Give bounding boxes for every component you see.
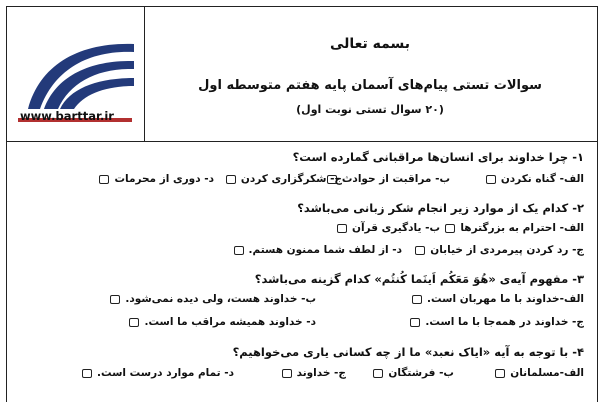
option-label: د- از لطف شما ممنون هستم.: [248, 244, 402, 256]
option-label: الف-مسلمانان: [510, 367, 584, 379]
exam-subtitle: (۲۰ سوال تستی نوبت اول): [296, 103, 444, 116]
checkbox[interactable]: [415, 246, 425, 255]
option-label: ج- رد کردن پیرمردی از خیابان: [430, 244, 584, 256]
checkbox[interactable]: [337, 224, 347, 233]
option-label: الف- احترام به بزرگترها: [460, 222, 584, 234]
checkbox[interactable]: [410, 318, 420, 327]
checkbox[interactable]: [412, 295, 422, 304]
option-label: ج- خداوند در همه‌جا با ما است.: [425, 316, 584, 328]
basmala-heading: بسمه تعالی: [329, 36, 411, 52]
checkbox[interactable]: [226, 175, 236, 184]
option-label: ج- خداوند: [296, 367, 346, 379]
option-label: الف- گناه نکردن: [500, 173, 584, 185]
checkbox[interactable]: [486, 175, 496, 184]
option-label: ب- فرشتگان: [388, 367, 454, 379]
q3-option-a[interactable]: [412, 293, 584, 305]
checkbox[interactable]: [99, 175, 109, 184]
question-2: ۲- کدام یک از موارد زیر انجام شکر زبانی می‌باشد؟: [297, 201, 584, 215]
q1-option-a[interactable]: [486, 173, 584, 185]
exam-title: سوالات تستی پیام‌های آسمان پایه هفتم متوسطه اول: [198, 78, 542, 93]
q3-option-c[interactable]: [410, 316, 584, 328]
option-label: ج- شکرگزاری کردن: [240, 173, 342, 185]
checkbox[interactable]: [82, 369, 92, 378]
barttar-logo: [10, 14, 142, 124]
q4-option-a[interactable]: [495, 367, 584, 379]
option-label: د- خداوند همیشه مراقب ما است.: [144, 316, 316, 328]
option-label: د- دوری از محرمات: [114, 173, 214, 185]
q1-option-d[interactable]: [99, 173, 214, 185]
header-divider-vertical: [144, 6, 145, 141]
question-4: ۴- با توجه به آیه «ایاک نعبد» ما از چه کسانی یاری می‌خواهیم؟: [232, 345, 584, 359]
checkbox[interactable]: [495, 369, 505, 378]
q4-option-b[interactable]: [373, 367, 454, 379]
checkbox[interactable]: [373, 369, 383, 378]
q3-option-b[interactable]: [110, 293, 316, 305]
option-label: ب- یادگیری قرآن: [351, 222, 440, 234]
checkbox[interactable]: [110, 295, 120, 304]
checkbox[interactable]: [129, 318, 139, 327]
q3-option-d[interactable]: [129, 316, 316, 328]
question-3: ۳- مفهوم آیه‌ی «هُوَ مَعَکُم اَینَما کُنتُم» کدام گزینه می‌باشد؟: [254, 272, 584, 286]
q2-option-b[interactable]: [337, 222, 440, 234]
option-label: ب- خداوند هست، ولی دیده نمی‌شود.: [125, 293, 316, 305]
option-label: الف-خداوند با ما مهربان است.: [427, 293, 584, 305]
q4-option-d[interactable]: [82, 367, 234, 379]
q2-option-c[interactable]: [415, 244, 584, 256]
logo-url: www.barttar.ir: [20, 109, 114, 123]
q1-option-c[interactable]: [226, 173, 342, 185]
q2-option-d[interactable]: [234, 244, 403, 256]
checkbox[interactable]: [282, 369, 292, 378]
option-label: د- تمام موارد درست است.: [96, 367, 234, 379]
option-label: ب- مراقبت از حوادث: [341, 173, 450, 185]
checkbox[interactable]: [445, 224, 455, 233]
q2-option-a[interactable]: [445, 222, 584, 234]
q4-option-c[interactable]: [282, 367, 346, 379]
checkbox[interactable]: [234, 246, 244, 255]
question-1: ۱- چرا خداوند برای انسان‌ها مراقبانی گمارده است؟: [292, 150, 584, 164]
q1-option-b[interactable]: [327, 173, 450, 185]
header-divider-horizontal: [6, 141, 598, 142]
